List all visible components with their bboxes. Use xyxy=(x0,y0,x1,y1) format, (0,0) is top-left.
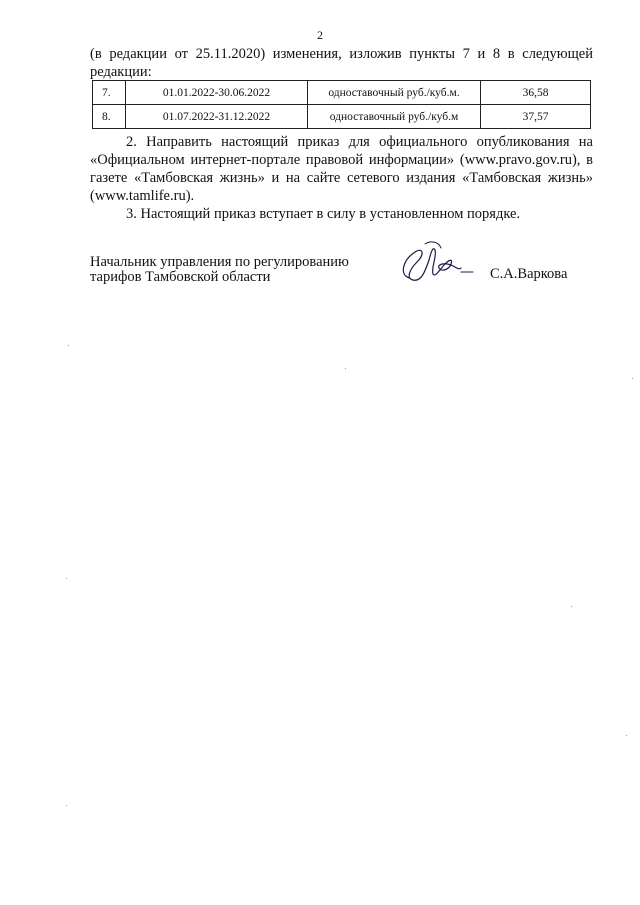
row-value: 37,57 xyxy=(481,105,591,129)
row-period: 01.01.2022-30.06.2022 xyxy=(126,81,308,105)
position-line-1: Начальник управления по регулированию xyxy=(90,254,349,270)
position-line-2: тарифов Тамбовской области xyxy=(90,269,271,285)
row-number: 7. xyxy=(93,81,126,105)
handwritten-signature xyxy=(395,238,475,290)
row-period: 01.07.2022-31.12.2022 xyxy=(126,105,308,129)
signature-position xyxy=(90,255,349,285)
table-row xyxy=(93,81,591,105)
scan-speck xyxy=(345,368,346,369)
scan-speck xyxy=(571,606,572,607)
page-number: 2 xyxy=(317,28,323,42)
row-unit: одноставочный руб./куб.м xyxy=(308,105,481,129)
intro-paragraph xyxy=(90,45,593,81)
scan-speck xyxy=(626,735,627,736)
scan-speck xyxy=(68,345,69,346)
table-row xyxy=(93,105,591,129)
scan-speck xyxy=(632,378,633,379)
row-unit: одноставочный руб./куб.м. xyxy=(308,81,481,105)
signer-name: С.А.Варкова xyxy=(490,266,568,282)
scan-speck xyxy=(66,805,67,806)
intro-line-1: (в редакции от 25.11.2020) изменения, изложив пункты 7 и 8 в следующей xyxy=(90,46,593,62)
intro-line-2: редакции: xyxy=(90,64,152,80)
row-number: 8. xyxy=(93,105,126,129)
paragraph-effective: 3. Настоящий приказ вступает в силу в установленном порядке. xyxy=(126,206,521,222)
row-value: 36,58 xyxy=(481,81,591,105)
paragraph-publication: 2. Направить настоящий приказ для официального опубликования на «Официальном интернет-портале правовой информации» (www.pravo.gov.ru), в газете «Тамбовская жизнь» и на сайте сетевого издания «Тамбовская жизнь» (www.tamlife.ru). xyxy=(90,134,593,204)
scan-speck xyxy=(66,578,67,579)
tariff-table xyxy=(92,80,591,129)
